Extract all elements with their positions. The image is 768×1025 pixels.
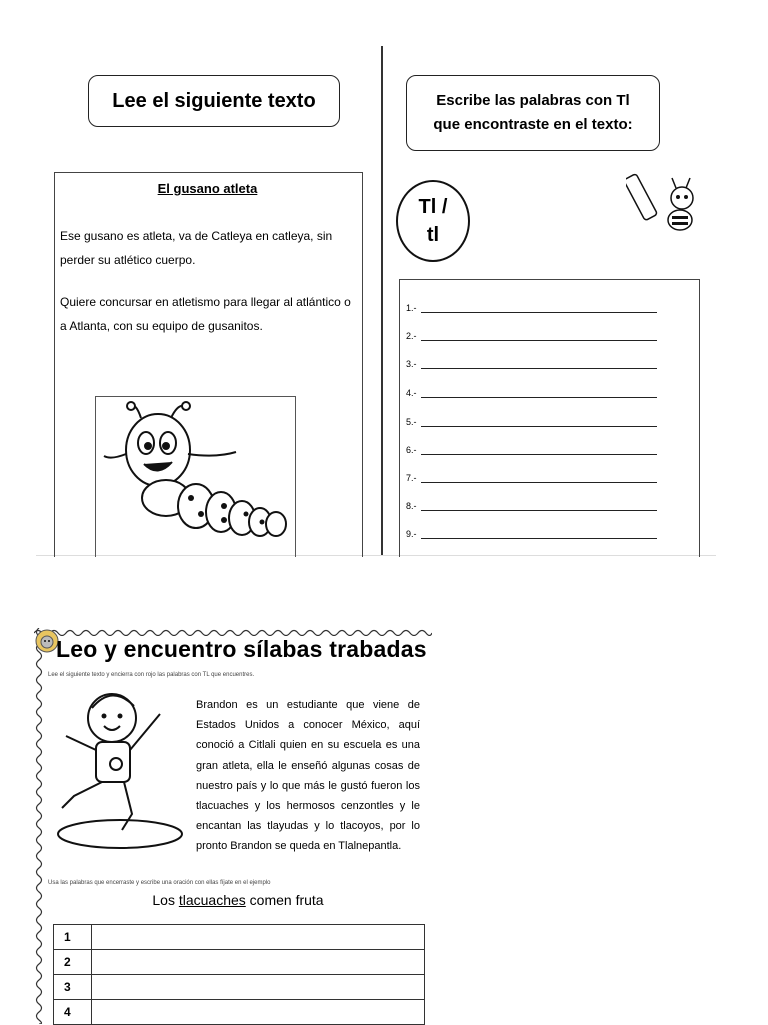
worksheet-instruction-1: Lee el siguiente texto y encierra con rojo las palabras con TL que encuentres. [48,672,255,678]
answer-line-5[interactable] [406,413,657,427]
pencil-bug-illustration [626,168,700,242]
tl-circle [396,180,470,262]
title-write-words [406,75,660,151]
sentence-table [53,924,425,1025]
sentence-cell[interactable] [92,925,425,950]
table-row [54,975,425,1000]
title-write-words-text: Escribe las palabras con Tl que encontraste en el texto: [433,92,633,133]
row-number: 4 [54,1000,92,1025]
answer-number: 7.- [406,473,417,483]
row-number: 3 [54,975,92,1000]
answer-line-7[interactable] [406,469,657,483]
title-read-text: Lee el siguiente texto [88,75,340,127]
story-paragraph-1: Ese gusano es atleta, va de Catleya en catleya, sin perder su atlético cuerpo. [60,229,333,267]
worksheet-example-sentence [48,892,428,908]
answer-number: 8.- [406,501,417,511]
story-paragraph-2: Quiere concursar en atletismo para llegar al atlántico o a Atlanta, con su equipo de gusanitos. [60,295,351,333]
table-row [54,925,425,950]
circle-line-1: Tl / [418,196,448,218]
boy-illustration [52,684,188,854]
answer-number: 1.- [406,303,417,313]
sentence-cell[interactable] [92,950,425,975]
table-row [54,1000,425,1025]
worksheet-instruction-2: Usa las palabras que encerraste y escribe una oración con ellas fíjate en el ejemplo [48,880,271,886]
row-number: 1 [54,925,92,950]
worksheet-paragraph: Brandon es un estudiante que viene de Estados Unidos a conocer México, aquí conoció a Citlali quien en su escuela es una gran atleta, ella le enseñó algunas cosas de nuestro país y lo que más le gustó fueron los tlacuaches y los hermosos cenzontles y le encantan las tlayudas y lo tlacoyos, por lo pronto Brandon se queda en Tlalnepantla. [196,699,420,853]
answer-number: 4.- [406,388,417,398]
divider-vertical [381,46,383,556]
answer-line-4[interactable] [406,384,657,398]
table-row [54,950,425,975]
sentence-cell[interactable] [92,1000,425,1025]
answer-line-6[interactable] [406,441,657,455]
answer-number: 5.- [406,417,417,427]
example-pre: Los [152,892,175,908]
example-word: tlacuaches [178,892,246,908]
sentence-cell[interactable] [92,975,425,1000]
answer-line-3[interactable] [406,355,657,369]
answer-line-1[interactable] [406,299,657,313]
decorative-border-left [34,628,44,1024]
example-post: comen fruta [249,892,324,908]
answer-line-2[interactable] [406,327,657,341]
circle-line-2: tl [426,224,440,246]
answer-line-8[interactable] [406,497,657,511]
story-title: El gusano atleta [157,181,258,196]
worm-illustration [96,398,292,554]
answer-number: 3.- [406,359,417,369]
worksheet-title: Leo y encuentro sílabas trabadas [56,636,427,662]
row-number: 2 [54,950,92,975]
answer-number: 2.- [406,331,417,341]
decorative-border-top [34,628,432,636]
answer-number: 9.- [406,529,417,539]
answer-line-9[interactable] [406,525,657,539]
answer-number: 6.- [406,445,417,455]
